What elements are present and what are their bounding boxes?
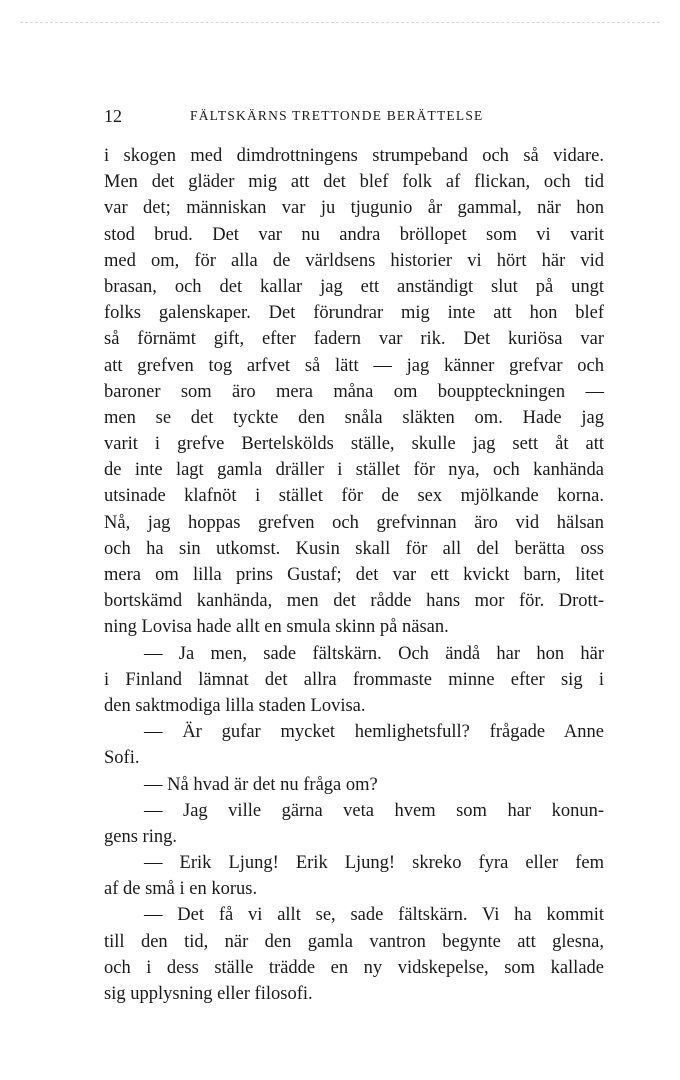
text-line: baroner som äro mera måna om bouppteckningen —: [104, 381, 604, 402]
text-line: — Ja men, sade fältskärn. Och ändå har hon här: [144, 643, 604, 664]
text-line: att grefven tog arfvet så lätt — jag känner grefvar och: [104, 355, 604, 376]
text-line: — Jag ville gärna veta hvem som har konun-: [144, 800, 604, 821]
text-line: brasan, och det kallar jag ett anständigt slut på ungt: [104, 276, 604, 297]
text-line: de inte lagt gamla dräller i stället för nya, och kanhända: [104, 460, 604, 481]
text-line: i Finland lämnat det allra frommaste minne efter sig i: [104, 669, 604, 690]
text-line: var det; människan var ju tjugunio år gammal, när hon: [104, 198, 604, 219]
text-line: — Det få vi allt se, sade fältskärn. Vi ha kommit: [144, 905, 604, 926]
text-line: Men det gläder mig att det blef folk af flickan, och tid: [104, 172, 604, 193]
text-line: stod brud. Det var nu andra bröllopet som vi varit: [104, 224, 604, 245]
text-line: i skogen med dimdrottningens strumpeband och så vidare.: [104, 146, 604, 166]
text-line: sig upplysning eller filosofi.: [104, 984, 313, 1004]
text-line: bortskämd kanhända, men det rådde hans mor för. Drott-: [104, 591, 604, 612]
text-line: så förnämt gift, efter fadern var rik. Det kuriösa var: [104, 329, 604, 350]
scan-artifact-line: [20, 22, 660, 23]
text-line: gens ring.: [104, 826, 177, 847]
running-title: FÄLTSKÄRNS TRETTONDE BERÄTTELSE: [190, 108, 484, 123]
text-line: med om, för alla de världsens historier vi hört här vid: [104, 250, 604, 271]
text-line: till den tid, när den gamla vantron begynte att glesna,: [104, 931, 604, 952]
text-line: — Nå hvad är det nu fråga om?: [144, 774, 378, 795]
text-line: utsinade klafnöt i stället för de sex mjölkande korna.: [104, 486, 604, 507]
text-line: den saktmodiga lilla staden Lovisa.: [104, 695, 366, 716]
text-line: mera om lilla prins Gustaf; det var ett kvickt barn, litet: [104, 565, 604, 585]
running-head: [104, 104, 604, 128]
text-line: folks galenskaper. Det förundrar mig inte att hon blef: [104, 303, 604, 324]
text-line: — Erik Ljung! Erik Ljung! skreko fyra eller fem: [144, 853, 604, 874]
text-line: men se det tyckte den snåla släkten om. Hade jag: [104, 407, 604, 428]
text-line: Nå, jag hoppas grefven och grefvinnan äro vid hälsan: [104, 512, 604, 533]
text-line: och i dess ställe trädde en ny vidskepelse, som kallade: [104, 957, 604, 978]
text-line: af de små i en korus.: [104, 879, 258, 900]
text-line: Sofi.: [104, 748, 140, 769]
text-line: och ha sin utkomst. Kusin skall för all del berätta oss: [104, 538, 604, 559]
text-line: varit i grefve Bertelskölds ställe, skulle jag sett åt att: [104, 434, 604, 455]
body-text: [104, 143, 604, 1007]
page-number: 12: [104, 106, 122, 126]
text-line: ning Lovisa hade allt en smula skinn på näsan.: [104, 617, 449, 638]
text-line: — Är gufar mycket hemlighetsfull? frågade Anne: [144, 722, 604, 743]
